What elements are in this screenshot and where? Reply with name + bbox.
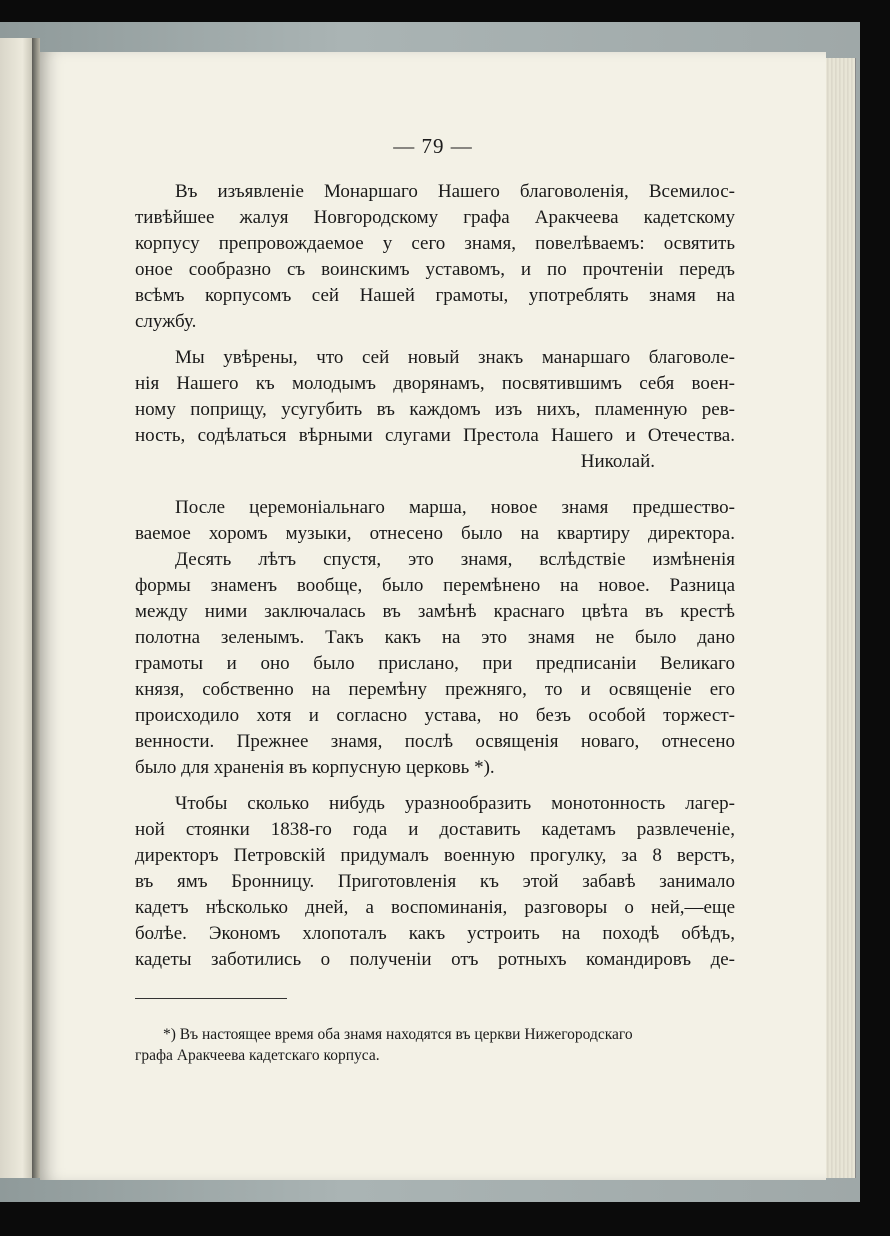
text-line: полотна зеленымъ. Такъ какъ на это знамя не было дано (135, 627, 735, 648)
text-line: кадетъ нѣсколько дней, а воспоминанія, разговоры о ней,—еще (135, 897, 735, 918)
text-line: кадеты заботились о полученіи отъ ротныхъ командировъ де- (135, 949, 735, 970)
text-line: ность, содѣлаться вѣрными слугами Престола Нашего и Отечества. (135, 425, 735, 446)
text-line: ной стоянки 1838-го года и доставить кадетамъ развлеченіе, (135, 819, 735, 840)
text-line: Десять лѣтъ спустя, это знамя, вслѣдствіе измѣненія (175, 549, 735, 570)
text-line: было для храненія въ корпусную церковь *). (135, 757, 495, 778)
text-line: венности. Прежнее знамя, послѣ освященія новаго, отнесено (135, 731, 735, 752)
text-line: въ ямъ Бронницу. Приготовленія къ этой забавѣ занимало (135, 871, 735, 892)
paragraph (135, 791, 735, 973)
book-page (40, 52, 826, 1180)
footnote-line: *) Въ настоящее время оба знамя находятся въ церкви Нижегородскаго (163, 1026, 633, 1043)
text-line: директоръ Петровскій придумалъ военную прогулку, за 8 верстъ, (135, 845, 735, 866)
text-line: После церемоніальнаго марша, новое знамя предшество- (175, 497, 735, 518)
text-line: службу. (135, 311, 197, 332)
text-line: болѣе. Экономъ хлопоталъ какъ устроить на походѣ обѣдъ, (135, 923, 735, 944)
page-number: — 79 — (393, 134, 473, 158)
text-line: происходило хотя и согласно устава, но безъ особой торжест- (135, 705, 735, 726)
text-line: князя, собственно на перемѣну прежняго, то и освященіе его (135, 679, 735, 700)
text-line: между ними заключалась въ замѣнѣ краснаго цвѣта въ крестѣ (135, 601, 735, 622)
text-line: нія Нашего къ молодымъ дворянамъ, посвятившимъ себя воен- (135, 373, 735, 394)
text-line: грамоты и оно было прислано, при предписаніи Великаго (135, 653, 735, 674)
paragraph (135, 495, 735, 547)
page-stack-edge (825, 58, 856, 1178)
paragraph (135, 179, 735, 335)
text-line: Чтобы сколько нибудь уразнообразить монотонность лагер- (175, 793, 735, 814)
signature: Николай. (580, 451, 655, 472)
text-line: Въ изъявленіе Монаршаго Нашего благоволенія, Всемилос- (175, 181, 735, 202)
left-page-edge (0, 38, 34, 1178)
text-line: ному поприщу, усугубить въ каждомъ изъ нихъ, пламенную рев- (135, 399, 735, 420)
signature-line (135, 449, 735, 475)
text-line: тивѣйшее жалуя Новгородскому графа Аракчеева кадетскому (135, 207, 735, 228)
body-text (135, 179, 735, 973)
text-line: оное сообразно съ воинскимъ уставомъ, и по прочтеніи передъ (135, 259, 735, 280)
book-gutter (32, 38, 40, 1178)
paragraph (135, 547, 735, 781)
text-line: формы знаменъ вообще, было перемѣнено на новое. Разница (135, 575, 735, 596)
text-line: корпусу препровождаемое у сего знамя, повелѣваемъ: освятить (135, 233, 735, 254)
text-line: ваемое хоромъ музыки, отнесено было на квартиру директора. (135, 523, 735, 544)
text-line: Мы увѣрены, что сей новый знакъ манаршаго благоволе- (175, 347, 735, 368)
footnote-divider (135, 998, 287, 999)
text-line: всѣмъ корпусомъ сей Нашей грамоты, употреблять знамя на (135, 285, 735, 306)
footnote-line: графа Аракчеева кадетскаго корпуса. (135, 1047, 380, 1064)
footnote (135, 1024, 705, 1066)
paragraph (135, 345, 735, 449)
